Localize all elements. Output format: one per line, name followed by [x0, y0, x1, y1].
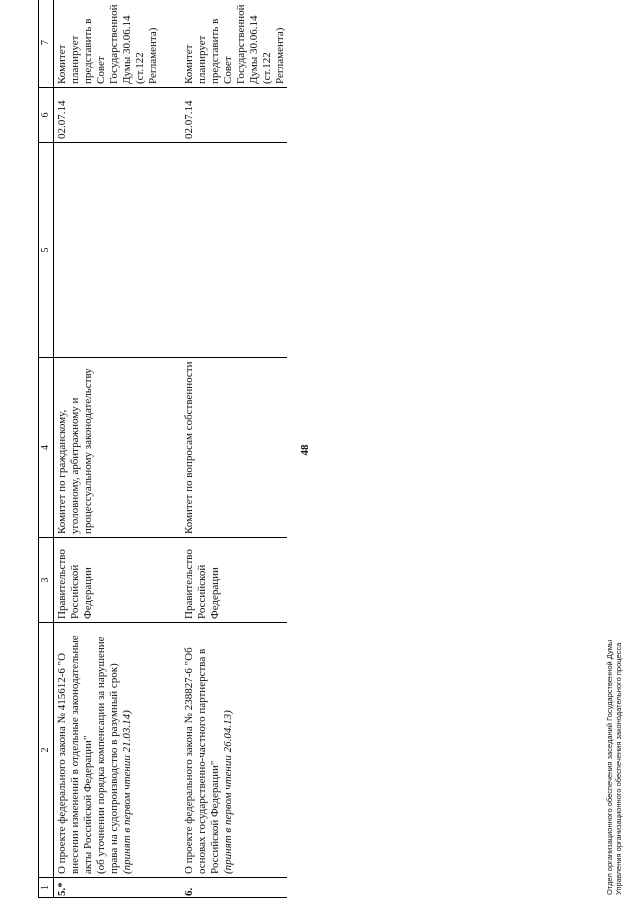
footer-line-1: Отдел организационного обеспечения заседаний Государственной Думы	[605, 639, 614, 895]
initiator: Правительство Российской Федерации	[181, 538, 287, 623]
responsible-committee: Комитет по вопросам собственности	[181, 358, 287, 538]
note-cell: Комитет планирует представить в Совет Государственной Думы 30.06.14 (ст.122 Регламента)	[181, 0, 287, 88]
footer-department	[605, 640, 624, 895]
table-header-row	[39, 0, 54, 898]
bill-title: О проекте федерального закона № 238827-6 "Об основах государственно-частного партнерства в Российской Федерации"	[183, 647, 221, 874]
header-col-2: 2	[39, 623, 54, 878]
col5-cell	[54, 143, 182, 358]
rotated-table-wrapper	[38, 0, 286, 898]
header-col-5: 5	[39, 143, 54, 358]
row-number: 6.	[181, 878, 287, 898]
date-cell: 02.07.14	[181, 88, 287, 143]
header-col-1: 1	[39, 878, 54, 898]
note-cell: Комитет планирует представить в Совет Государственной Думы 30.06.14 (ст.122 Регламента)	[54, 0, 182, 88]
row-number: 5.*	[54, 878, 182, 898]
table-row	[54, 0, 182, 898]
bill-description	[54, 623, 182, 878]
bill-title: О проекте федерального закона № 415612-6 "О внесении изменений в отдельные законодательные акты Российской Федерации"	[56, 635, 94, 874]
bill-status: (принят в первом чтении 21.03.14)	[120, 710, 133, 874]
date-cell: 02.07.14	[54, 88, 182, 143]
col5-cell	[181, 143, 287, 358]
bill-status: (принят в первом чтении 26.04.13)	[221, 710, 234, 874]
header-col-3: 3	[39, 538, 54, 623]
initiator: Правительство Российской Федерации	[54, 538, 182, 623]
header-col-4: 4	[39, 358, 54, 538]
bill-subject: (об уточнении порядка компенсации за нарушение права на судопроизводство в разумный срок)	[94, 636, 120, 874]
footer-line-2: Управления организационного обеспечения законодательного процесса	[614, 642, 624, 895]
bills-table	[38, 0, 287, 898]
table-row	[181, 0, 287, 898]
bill-description	[181, 623, 287, 878]
page-number: 48	[299, 444, 311, 456]
responsible-committee: Комитет по гражданскому, уголовному, арбитражному и процессуальному законодательству	[54, 358, 182, 538]
header-col-7: 7	[39, 0, 54, 88]
header-col-6: 6	[39, 88, 54, 143]
